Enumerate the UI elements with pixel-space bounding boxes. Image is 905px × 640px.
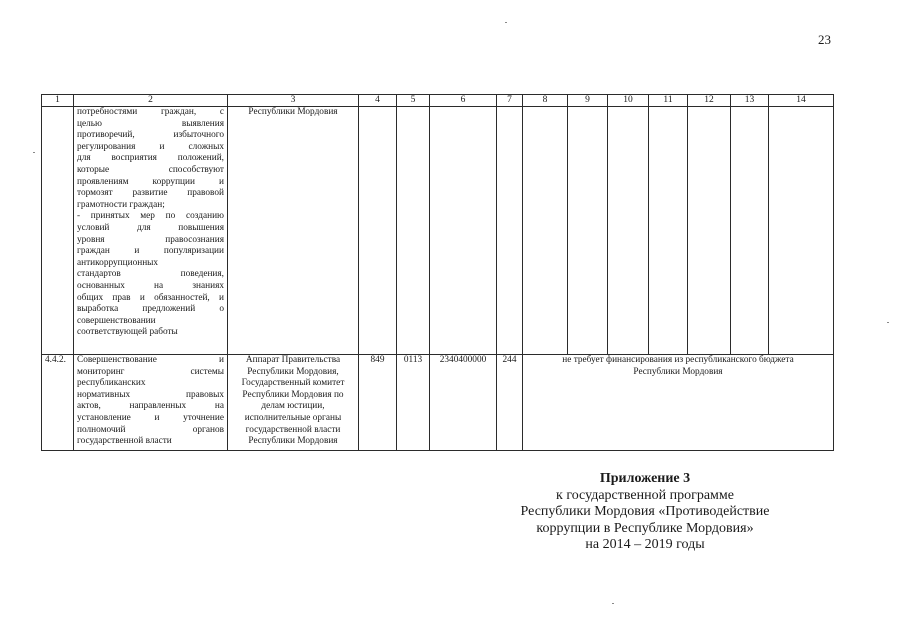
empty-cell [731,107,769,355]
text-line: проявлениям коррупции и [77,176,224,187]
text-line: установление и уточнение [77,412,224,423]
header-cell: 7 [497,95,523,107]
text-line: мониторинг системы [77,366,224,377]
empty-cell [430,107,497,355]
funding-note-line: Республики Мордовия [633,366,723,377]
text-line: Государственный комитет [241,378,345,389]
funding-note-line: не требует финансирования из республиканского бюджета [562,355,794,365]
text-line: общих прав и обязанностей, и [77,292,224,303]
text-line: противоречий, избыточного [77,130,224,141]
appendix-caption [490,471,800,554]
text-line: стандартов поведения, [77,269,224,280]
empty-cell [769,107,834,355]
header-cell: 14 [769,95,834,107]
funding-note-cell [523,355,834,451]
text-line: уровня правосознания [77,234,224,245]
text-line: исполнительные органы [244,412,342,423]
text-line: совершенствовании [77,315,156,326]
executor-cell [228,355,359,451]
header-cell: 3 [228,95,359,107]
text-line: Республики Мордовия по [242,389,344,400]
empty-cell [359,107,397,355]
program-table [41,94,834,451]
row-number-cell [42,107,74,355]
scan-speck [33,152,35,153]
text-line: которые способствуют [77,164,224,175]
page-number: 23 [818,32,831,47]
text-line: основанных на знаниях [77,280,224,291]
text-line: целью выявления [77,118,224,129]
header-cell: 4 [359,95,397,107]
row-number-cell: 4.4.2. [42,355,74,451]
target-article-cell: 2340400000 [430,355,497,451]
text-line: Совершенствование и [77,355,224,365]
text-line: Аппарат Правительства [245,355,341,365]
text-line: Республики Мордовия, [247,366,339,377]
empty-cell [397,107,430,355]
text-line: граждан и популяризации [77,246,224,257]
table-row [42,107,834,355]
table-row [42,355,834,451]
section-code-cell: 0113 [397,355,430,451]
appendix-title: Приложение 3 [599,471,691,486]
budget-code-cell: 849 [359,355,397,451]
header-cell: 9 [568,95,608,107]
empty-cell [497,107,523,355]
text-line: соответствующей работы [77,327,178,338]
text-line: - принятых мер по созданию [77,211,224,222]
table-header-row [42,95,834,107]
header-cell: 5 [397,95,430,107]
scan-speck [612,603,614,604]
measure-description-cell [74,355,228,451]
text-line: республиканских [77,378,146,389]
header-cell: 12 [688,95,731,107]
text-line: для восприятия положений, [77,153,224,164]
text-line: полномочий органов [77,424,224,435]
text-line: государственной власти [245,424,341,435]
appendix-line: к государственной программе [556,487,734,503]
appendix-line: Республики Мордовия «Противодействие [520,504,770,519]
header-cell: 6 [430,95,497,107]
header-cell: 2 [74,95,228,107]
scan-speck [505,22,507,23]
appendix-line: на 2014 – 2019 годы [585,537,705,552]
text-line: потребностями граждан, с [77,107,224,117]
empty-cell [523,107,568,355]
scan-speck [887,322,889,323]
expense-type-cell: 244 [497,355,523,451]
appendix-line: коррупции в Республике Мордовия» [536,520,754,536]
text-line: тормозят развитие правовой [77,188,224,199]
header-cell: 1 [42,95,74,107]
empty-cell [649,107,688,355]
executor-cell: Республики Мордовия [228,107,359,355]
empty-cell [608,107,649,355]
empty-cell [688,107,731,355]
text-line: Республики Мордовия [248,436,338,447]
text-line: условий для повышения [77,222,224,233]
text-line: регулирования и сложных [77,141,224,152]
text-line: антикоррупционных [77,257,159,268]
empty-cell [568,107,608,355]
header-cell: 11 [649,95,688,107]
text-line: нормативных правовых [77,389,224,400]
text-line: государственной власти [77,436,172,447]
text-line: актов, направленных на [77,401,224,412]
header-cell: 8 [523,95,568,107]
text-line: выработка предложений о [77,304,224,315]
text-line: делам юстиции, [261,401,325,412]
text-line: грамотности граждан; [77,199,165,210]
measure-description-cell [74,107,228,355]
header-cell: 13 [731,95,769,107]
header-cell: 10 [608,95,649,107]
